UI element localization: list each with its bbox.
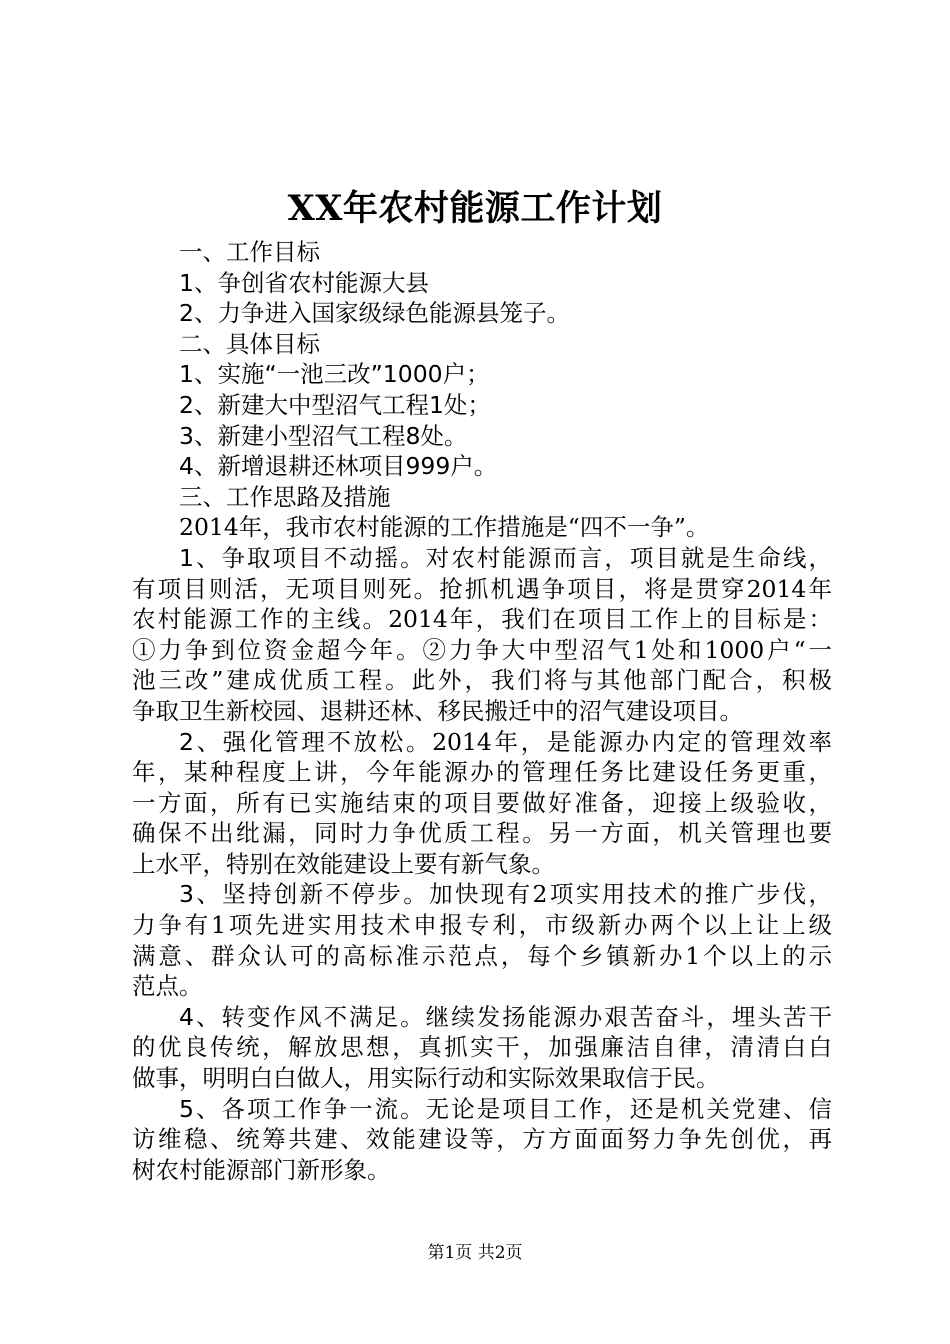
paragraph-line <box>132 879 832 910</box>
paragraph-text: 继续发扬能源办艰苦奋斗，埋头苦干 <box>425 1002 832 1031</box>
paragraph-line: 一方面，所有已实施结束的项目要做好准备，迎接上级验收， <box>132 788 832 817</box>
paragraph-line: 范点。 <box>132 972 203 1001</box>
goal-item-1: 1、争创省农村能源大县 <box>179 268 429 297</box>
paragraph-line: 年，某种程度上讲，今年能源办的管理任务比建设任务更重， <box>132 758 832 787</box>
paragraph-line <box>132 727 832 758</box>
paragraph-text: 无论是项目工作，还是机关党建、信 <box>425 1094 832 1123</box>
page-footer: 第1页 共2页 <box>427 1243 523 1263</box>
specific-goal-item-4: 4、新增退耕还林项目999户。 <box>179 452 498 481</box>
paragraph-line: ①力争到位资金超今年。②力争大中型沼气1处和1000户“一 <box>132 635 832 664</box>
specific-goal-item-2: 2、新建大中型沼气工程1处； <box>179 390 491 419</box>
section-heading-specific-goals: 二、具体目标 <box>179 329 320 358</box>
paragraph-line: 有项目则活，无项目则死。抢抓机遇争项目，将是贯穿2014年 <box>132 574 832 603</box>
measures-intro: 2014年，我市农村能源的工作措施是“四不一争”。 <box>179 513 710 542</box>
paragraph-line: 的优良传统，解放思想，真抓实干，加强廉洁自律，清清白白 <box>132 1033 832 1062</box>
section-heading-measures: 三、工作思路及措施 <box>179 482 391 511</box>
paragraph-line: 确保不出纰漏，同时力争优质工程。另一方面，机关管理也要 <box>132 819 832 848</box>
goal-item-2: 2、力争进入国家级绿色能源县笼子。 <box>179 299 570 328</box>
specific-goal-item-1: 1、实施“一池三改”1000户； <box>179 360 490 389</box>
paragraph-line: 上水平，特别在效能建设上要有新气象。 <box>132 849 555 878</box>
paragraph-line: 力争有1项先进实用技术申报专利，市级新办两个以上让上级 <box>132 911 832 940</box>
paragraph-line: 树农村能源部门新形象。 <box>132 1155 391 1184</box>
paragraph-line <box>132 1002 832 1033</box>
paragraph-lead: 3、坚持创新不停步。 <box>179 880 430 909</box>
paragraph-line: 争取卫生新校园、退耕还林、移民搬迁中的沼气建设项目。 <box>132 696 743 725</box>
paragraph-lead: 2、强化管理不放松。 <box>179 727 433 756</box>
paragraph-lead: 1、争取项目不动摇。 <box>179 543 426 572</box>
paragraph-text: 加快现有2项实用技术的推广步伐， <box>429 880 832 909</box>
section-heading-goals: 一、工作目标 <box>179 238 320 266</box>
specific-goal-item-3: 3、新建小型沼气工程8处。 <box>179 421 468 450</box>
paragraph-text: 2014年，是能源办内定的管理效率 <box>432 727 832 756</box>
paragraph-line: 池三改”建成优质工程。此外，我们将与其他部门配合，积极 <box>132 666 832 695</box>
document-body <box>132 237 832 1185</box>
paragraph-lead: 5、各项工作争一流。 <box>179 1094 426 1123</box>
paragraph-line: 做事，明明白白做人，用实际行动和实际效果取信于民。 <box>132 1064 720 1093</box>
paragraph-line: 农村能源工作的主线。2014年，我们在项目工作上的目标是： <box>132 605 832 634</box>
paragraph-text: 对农村能源而言，项目就是生命线， <box>425 543 832 572</box>
paragraph-lead: 4、转变作风不满足。 <box>179 1002 426 1031</box>
paragraph-line: 访维稳、统筹共建、效能建设等，方方面面努力争先创优，再 <box>132 1125 832 1154</box>
paragraph-line <box>132 1094 832 1125</box>
paragraph-line: 满意、群众认可的高标准示范点，每个乡镇新办1个以上的示 <box>132 941 832 970</box>
paragraph-line <box>132 543 832 574</box>
document-title: XX年农村能源工作计划 <box>287 188 663 229</box>
